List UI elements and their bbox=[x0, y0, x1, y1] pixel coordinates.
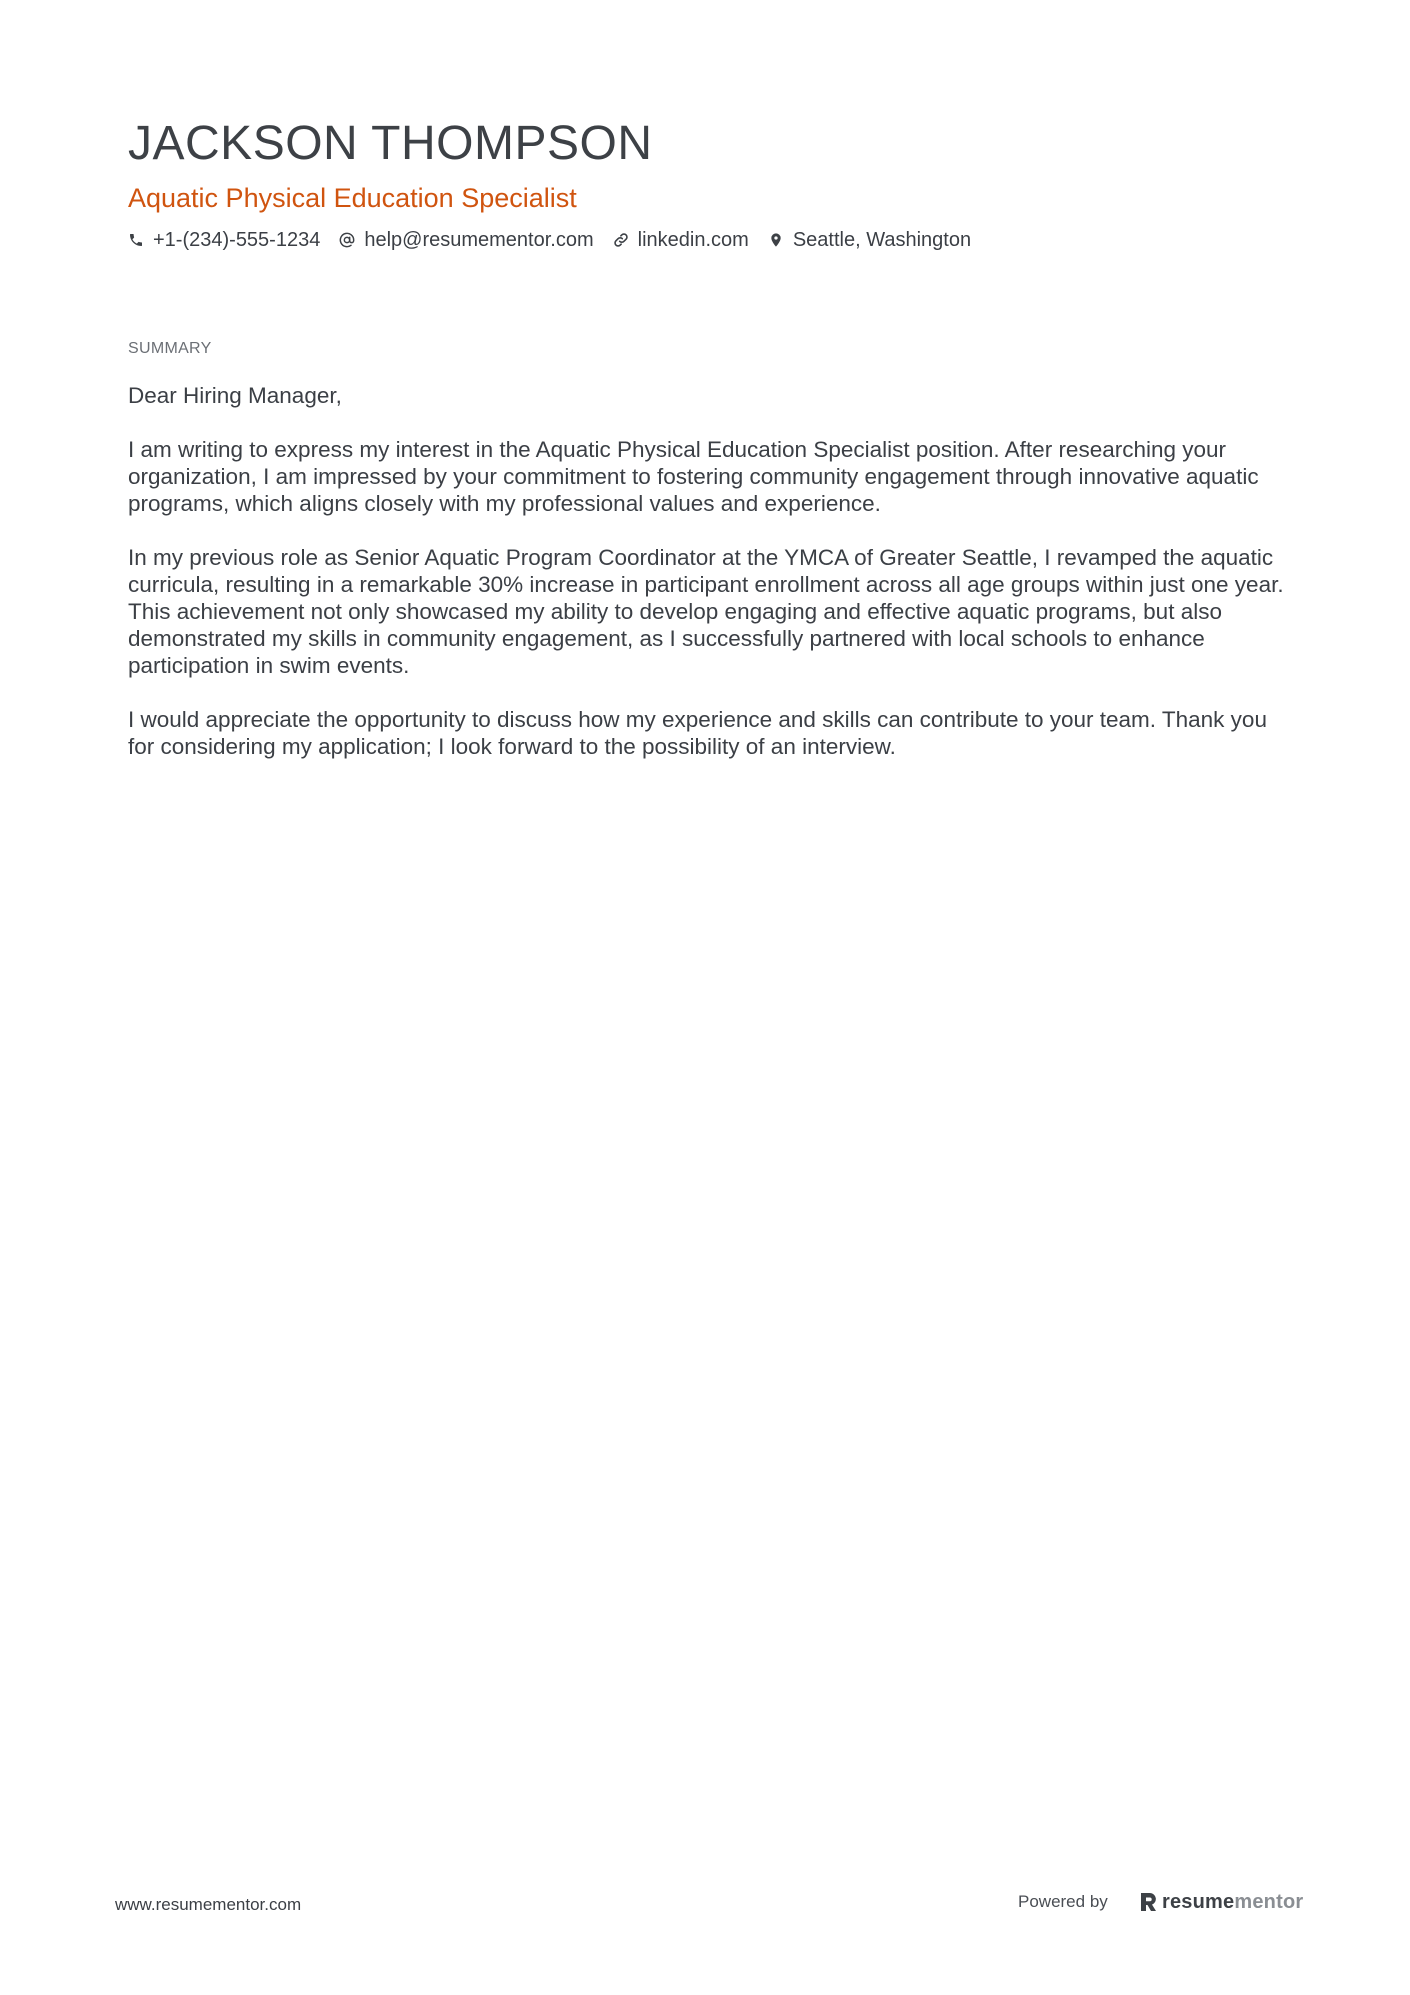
link-icon bbox=[613, 232, 629, 248]
phone-text: +1-(234)-555-1234 bbox=[153, 228, 321, 251]
location-pin-icon bbox=[768, 232, 784, 248]
brand-text-mentor: mentor bbox=[1234, 1890, 1304, 1913]
email-text: help@resumementor.com bbox=[364, 228, 594, 251]
contact-bar bbox=[128, 224, 990, 256]
contact-phone bbox=[128, 229, 320, 252]
letter-paragraph: I am writing to express my interest in the Aquatic Physical Education Specialist position. After researching your organization, I am impressed by your commitment to fostering community engagement through innovative aquatic programs, which aligns closely with my professional values and experience. bbox=[128, 437, 1259, 516]
letter-paragraph: I would appreciate the opportunity to discuss how my experience and skills can contribute to your team. Thank you for considering my application; I look forward to the possibility of an interview. bbox=[128, 707, 1267, 759]
summary-heading: SUMMARY bbox=[128, 340, 212, 357]
salutation: Dear Hiring Manager, bbox=[128, 383, 342, 408]
candidate-name: JACKSON THOMPSON bbox=[128, 117, 653, 170]
job-title: Aquatic Physical Education Specialist bbox=[128, 183, 577, 213]
resumementor-logo[interactable] bbox=[1140, 1887, 1303, 1917]
resumementor-logo-icon bbox=[1140, 1891, 1158, 1913]
letter-body bbox=[128, 382, 1288, 787]
phone-icon bbox=[128, 232, 144, 248]
powered-by-label: Powered by bbox=[1018, 1892, 1108, 1911]
location-text: Seattle, Washington bbox=[792, 228, 972, 251]
contact-link bbox=[613, 229, 749, 252]
brand-text-resume: resume bbox=[1162, 1890, 1235, 1913]
contact-email bbox=[339, 229, 593, 252]
linkedin-text: linkedin.com bbox=[637, 228, 749, 251]
contact-location bbox=[768, 229, 971, 252]
footer-website[interactable]: www.resumementor.com bbox=[115, 1895, 302, 1914]
at-icon bbox=[339, 232, 355, 248]
letter-paragraph: In my previous role as Senior Aquatic Program Coordinator at the YMCA of Greater Seattle, I revamped the aquatic curricula, resulting in a remarkable 30% increase in participant enrollment across all age groups within just one year. This achievement not only showcased my ability to develop engaging and effective aquatic programs, but also demonstrated my skills in community engagement, as I successfully partnered with local schools to enhance participation in swim events. bbox=[128, 545, 1284, 678]
